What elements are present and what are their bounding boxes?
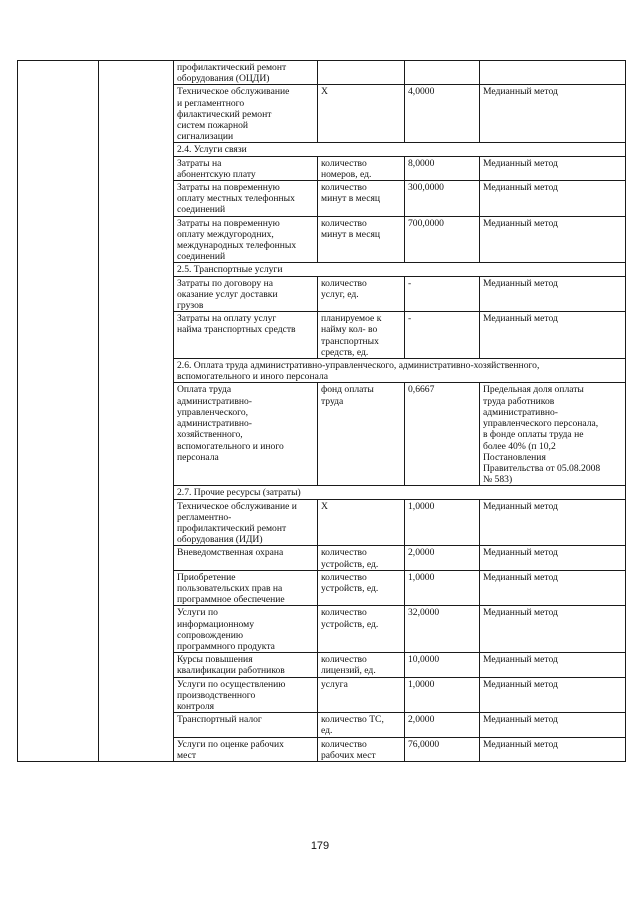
row-number-column xyxy=(18,61,99,762)
cost-name-cell: Затраты на абонентскую плату xyxy=(174,156,318,180)
cost-name-cell: Техническое обслуживание и регламентного филактический ремонт систем пожарной сигнализации xyxy=(174,85,318,143)
method-cell: Медианный метод xyxy=(480,85,626,143)
value-cell: 2,0000 xyxy=(405,546,480,570)
unit-cell: количество ТС, ед. xyxy=(318,713,405,737)
method-cell: Медианный метод xyxy=(480,276,626,312)
cost-name-cell: профилактический ремонт оборудования (ОЦДИ) xyxy=(174,61,318,85)
unit-cell: количество лицензий, ед. xyxy=(318,653,405,677)
value-cell: 10,0000 xyxy=(405,653,480,677)
value-cell xyxy=(405,61,480,85)
value-cell: - xyxy=(405,312,480,359)
method-cell: Медианный метод xyxy=(480,677,626,713)
unit-cell: количество рабочих мест xyxy=(318,737,405,761)
value-cell: 700,0000 xyxy=(405,216,480,263)
article-column xyxy=(99,61,174,762)
value-cell: 1,0000 xyxy=(405,570,480,606)
table-body xyxy=(18,61,626,762)
section-heading: 2.7. Прочие ресурсы (затраты) xyxy=(174,486,626,499)
value-cell: 32,0000 xyxy=(405,606,480,653)
value-cell: 0,6667 xyxy=(405,383,480,486)
cost-name-cell: Оплата труда административно- управленческого, административно- хозяйственного, вспомогательного и иного персонала xyxy=(174,383,318,486)
section-heading: 2.4. Услуги связи xyxy=(174,143,626,156)
value-cell: 76,0000 xyxy=(405,737,480,761)
unit-cell: количество номеров, ед. xyxy=(318,156,405,180)
cost-name-cell: Затраты на повременную оплату местных телефонных соединений xyxy=(174,181,318,217)
method-cell: Медианный метод xyxy=(480,499,626,546)
cost-name-cell: Транспортный налог xyxy=(174,713,318,737)
cost-name-cell: Техническое обслуживание и регламентно- профилактический ремонт оборудования (ИДИ) xyxy=(174,499,318,546)
method-cell xyxy=(480,61,626,85)
method-cell: Медианный метод xyxy=(480,606,626,653)
table-row xyxy=(18,61,626,85)
method-cell: Медианный метод xyxy=(480,216,626,263)
cost-name-cell: Затраты на оплату услуг найма транспортных средств xyxy=(174,312,318,359)
unit-cell: количество услуг, ед. xyxy=(318,276,405,312)
method-cell: Медианный метод xyxy=(480,570,626,606)
cost-name-cell: Затраты по договору на оказание услуг доставки грузов xyxy=(174,276,318,312)
value-cell: 1,0000 xyxy=(405,677,480,713)
value-cell: 4,0000 xyxy=(405,85,480,143)
method-cell: Медианный метод xyxy=(480,546,626,570)
unit-cell: количество устройств, ед. xyxy=(318,570,405,606)
method-cell: Медианный метод xyxy=(480,653,626,677)
value-cell: 1,0000 xyxy=(405,499,480,546)
unit-cell: планируемое к найму кол- во транспортных средств, ед. xyxy=(318,312,405,359)
method-cell: Медианный метод xyxy=(480,312,626,359)
unit-cell: Х xyxy=(318,499,405,546)
method-cell: Медианный метод xyxy=(480,181,626,217)
method-cell: Предельная доля оплаты труда работников административно- управленческого персонала, в фонде оплаты труда не более 40% (п 10,2 Постановления Правительства от 05.08.2008 № 583) xyxy=(480,383,626,486)
method-cell: Медианный метод xyxy=(480,156,626,180)
unit-cell: услуга xyxy=(318,677,405,713)
value-cell: 8,0000 xyxy=(405,156,480,180)
cost-name-cell: Затраты на повременную оплату междугородних, международных телефонных соединений xyxy=(174,216,318,263)
cost-name-cell: Курсы повышения квалификации работников xyxy=(174,653,318,677)
page-number: 179 xyxy=(310,840,330,852)
section-heading: 2.5. Транспортные услуги xyxy=(174,263,626,276)
method-cell: Медианный метод xyxy=(480,737,626,761)
unit-cell: фонд оплаты труда xyxy=(318,383,405,486)
unit-cell: количество устройств, ед. xyxy=(318,546,405,570)
cost-name-cell: Услуги по информационному сопровождению программного продукта xyxy=(174,606,318,653)
method-cell: Медианный метод xyxy=(480,713,626,737)
cost-name-cell: Услуги по оценке рабочих мест xyxy=(174,737,318,761)
unit-cell xyxy=(318,61,405,85)
unit-cell: Х xyxy=(318,85,405,143)
value-cell: 2,0000 xyxy=(405,713,480,737)
cost-name-cell: Услуги по осуществлению производственного контроля xyxy=(174,677,318,713)
cost-name-cell: Вневедомственная охрана xyxy=(174,546,318,570)
section-heading: 2.6. Оплата труда административно-управленческого, административно-хозяйственного, вспомогательного и иного персонала xyxy=(174,359,626,383)
value-cell: 300,0000 xyxy=(405,181,480,217)
cost-norms-table xyxy=(17,60,626,762)
unit-cell: количество устройств, ед. xyxy=(318,606,405,653)
unit-cell: количество минут в месяц xyxy=(318,216,405,263)
cost-name-cell: Приобретение пользовательских прав на программное обеспечение xyxy=(174,570,318,606)
unit-cell: количество минут в месяц xyxy=(318,181,405,217)
value-cell: - xyxy=(405,276,480,312)
